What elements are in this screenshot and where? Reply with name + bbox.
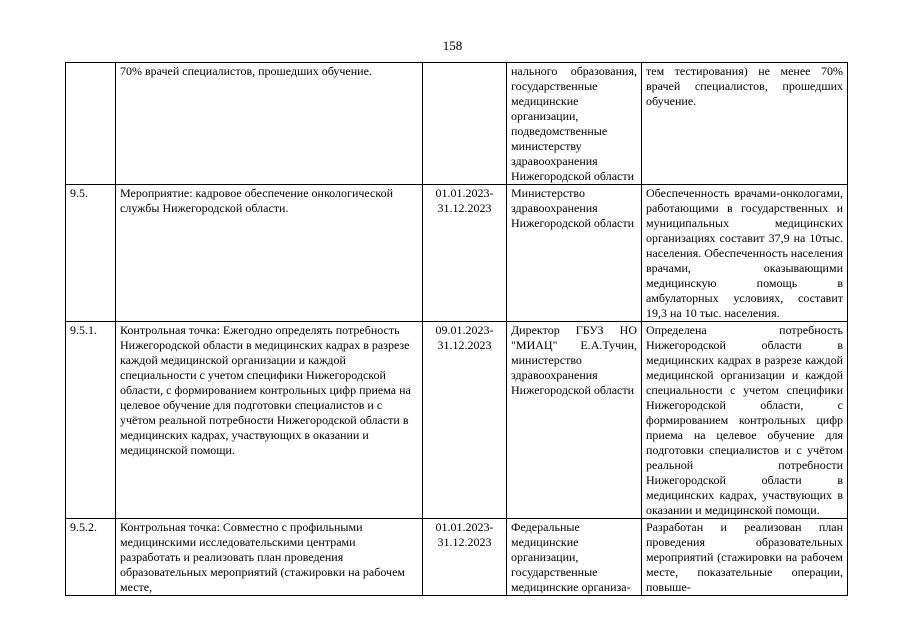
table-row — [66, 185, 848, 322]
row-number: 9.5. — [66, 185, 116, 322]
activity-responsible: Министерство здравоохранения Нижегородской области — [507, 185, 642, 322]
activity-name: Мероприятие: кадровое обеспечение онкологической службы Нижегородской области. — [116, 185, 423, 322]
activity-name: Контрольная точка: Совместно с профильными медицинскими исследовательскими центрами разработать и реализовать план проведения образовательных мероприятий (стажировки на рабочем месте, — [116, 519, 423, 596]
activity-result: тем тестирования) не менее 70% врачей специалистов, прошедших обучение. — [642, 63, 848, 185]
activity-dates — [423, 63, 507, 185]
activity-responsible: Федеральные медицинские организации, государственные медицинские организа- — [507, 519, 642, 596]
activity-responsible: Директор ГБУЗ НО "МИАЦ" Е.А.Тучин, министерство здравоохранения Нижегородской области — [507, 322, 642, 519]
activity-result: Разработан и реализован план проведения образовательных мероприятий (стажировки на рабочем месте, показательные операции, повыше- — [642, 519, 848, 596]
activity-result: Обеспеченность врачами-онкологами, работающими в государственных и муниципальных медицинских организациях составит 37,9 на 10тыс. населения. Обеспеченность населения врачами, оказывающими медицинскую помощь в амбулаторных условиях, составит 19,3 на 10 тыс. населения. — [642, 185, 848, 322]
activity-responsible: нального образования, государственные медицинские организации, подведомственные министерству здравоохранения Нижегородской области — [507, 63, 642, 185]
table-row — [66, 63, 848, 185]
row-number — [66, 63, 116, 185]
row-number: 9.5.2. — [66, 519, 116, 596]
activity-name: 70% врачей специалистов, прошедших обучение. — [116, 63, 423, 185]
row-number: 9.5.1. — [66, 322, 116, 519]
activity-result: Определена потребность Нижегородской области в медицинских кадрах в разрезе каждой медицинской организации и каждой специальности с учетом специфики Нижегородской области, с формированием контрольных цифр приема на целевое обучение для подготовки специалистов и с учётом реальной потребности Нижегородской области в медицинских кадрах, участвующих в оказании и медицинской помощи. — [642, 322, 848, 519]
activities-table — [65, 62, 848, 596]
activity-dates: 01.01.2023- 31.12.2023 — [423, 519, 507, 596]
table-row — [66, 322, 848, 519]
activity-name: Контрольная точка: Ежегодно определять потребность Нижегородской области в медицинских кадрах в разрезе каждой медицинской организации и каждой специальности с учетом специфики Нижегородской области, с формированием контрольных цифр приема на целевое обучение для подготовки специалистов и с учётом реальной потребности Нижегородской области в медицинских кадрах, участвующих в оказании и медицинской помощи. — [116, 322, 423, 519]
activity-dates: 01.01.2023- 31.12.2023 — [423, 185, 507, 322]
page-number: 158 — [442, 38, 463, 53]
table-row — [66, 519, 848, 596]
activity-dates: 09.01.2023- 31.12.2023 — [423, 322, 507, 519]
